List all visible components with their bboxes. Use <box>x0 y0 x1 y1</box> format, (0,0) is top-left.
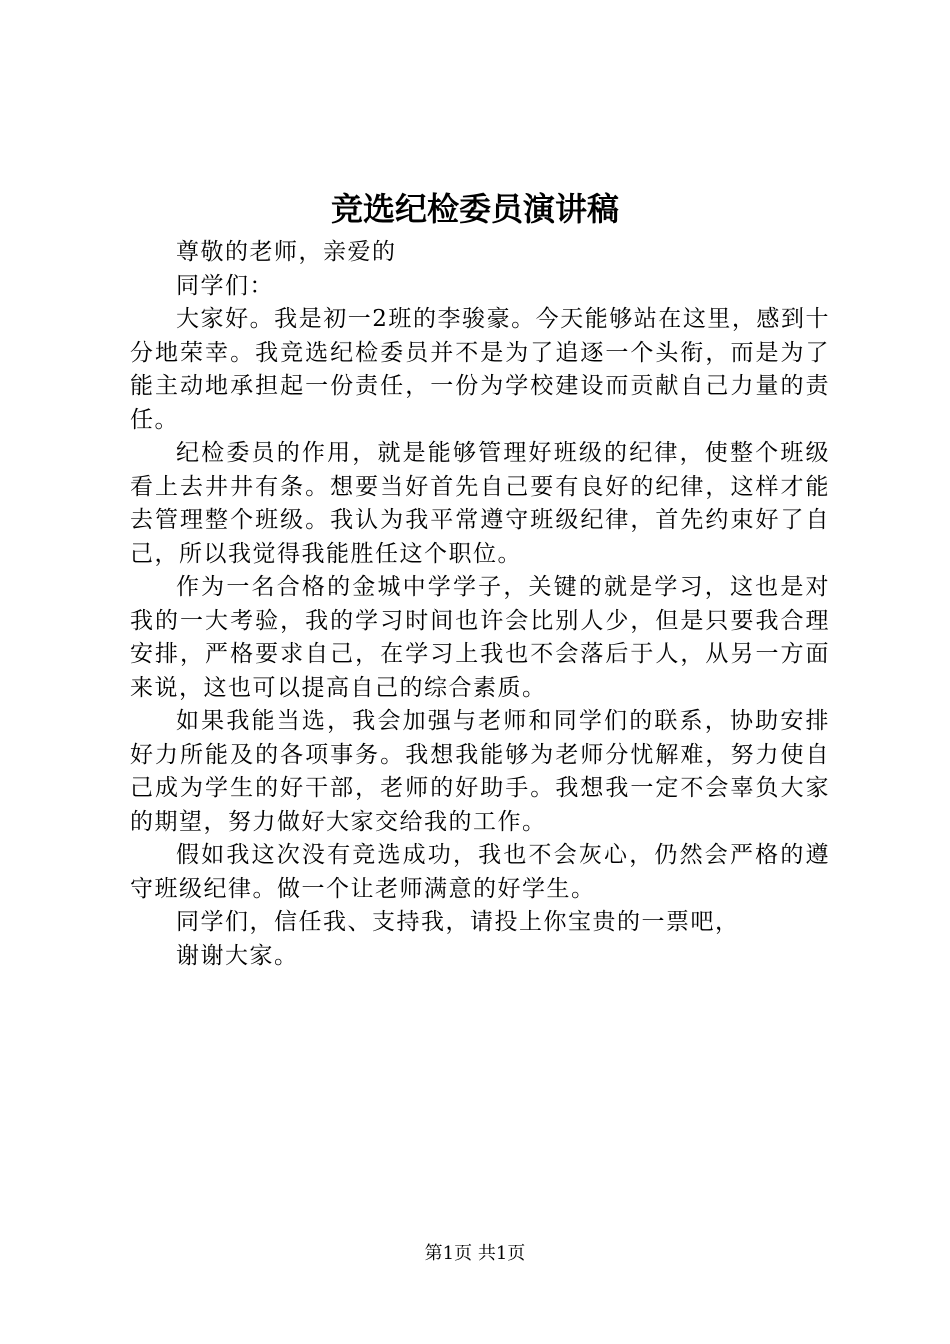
document-body <box>130 236 830 973</box>
paragraph-if-elected: 如果我能当选，我会加强与老师和同学们的联系，协助安排好力所能及的各项事务。我想我能够为老师分忧解难，努力使自己成为学生的好干部，老师的好助手。我想我一定不会辜负大家的期望，努力做好大家交给我的工作。 <box>130 708 830 835</box>
salutation-line-2: 同学们： <box>176 272 274 299</box>
page-footer: 第1页 共1页 <box>424 1243 526 1264</box>
salutation-line-1: 尊敬的老师，亲爱的 <box>176 239 397 265</box>
document-title: 竞选纪检委员演讲稿 <box>330 190 619 228</box>
paragraph-introduction: 大家好。我是初一2班的李骏豪。今天能够站在这里，感到十分地荣幸。我竞选纪检委员并不是为了追逐一个头衔，而是为了能主动地承担起一份责任，一份为学校建设而贡献自己力量的责任。 <box>130 306 830 433</box>
paragraph-closing: 谢谢大家。 <box>176 942 299 969</box>
paragraph-appeal: 同学们，信任我、支持我，请投上你宝贵的一票吧， <box>176 909 740 935</box>
paragraph-if-not-elected: 假如我这次没有竞选成功，我也不会灰心，仍然会严格的遵守班级纪律。做一个让老师满意的好学生。 <box>130 842 830 902</box>
paragraph-study: 作为一名合格的金城中学学子，关键的就是学习，这也是对我的一大考验，我的学习时间也许会比别人少，但是只要我合理安排，严格要求自己，在学习上我也不会落后于人，从另一方面来说，这也可以提高自己的综合素质。 <box>130 574 830 701</box>
paragraph-role: 纪检委员的作用，就是能够管理好班级的纪律，使整个班级看上去井井有条。想要当好首先自己要有良好的纪律，这样才能去管理整个班级。我认为我平常遵守班级纪律，首先约束好了自己，所以我觉得我能胜任这个职位。 <box>130 440 830 567</box>
